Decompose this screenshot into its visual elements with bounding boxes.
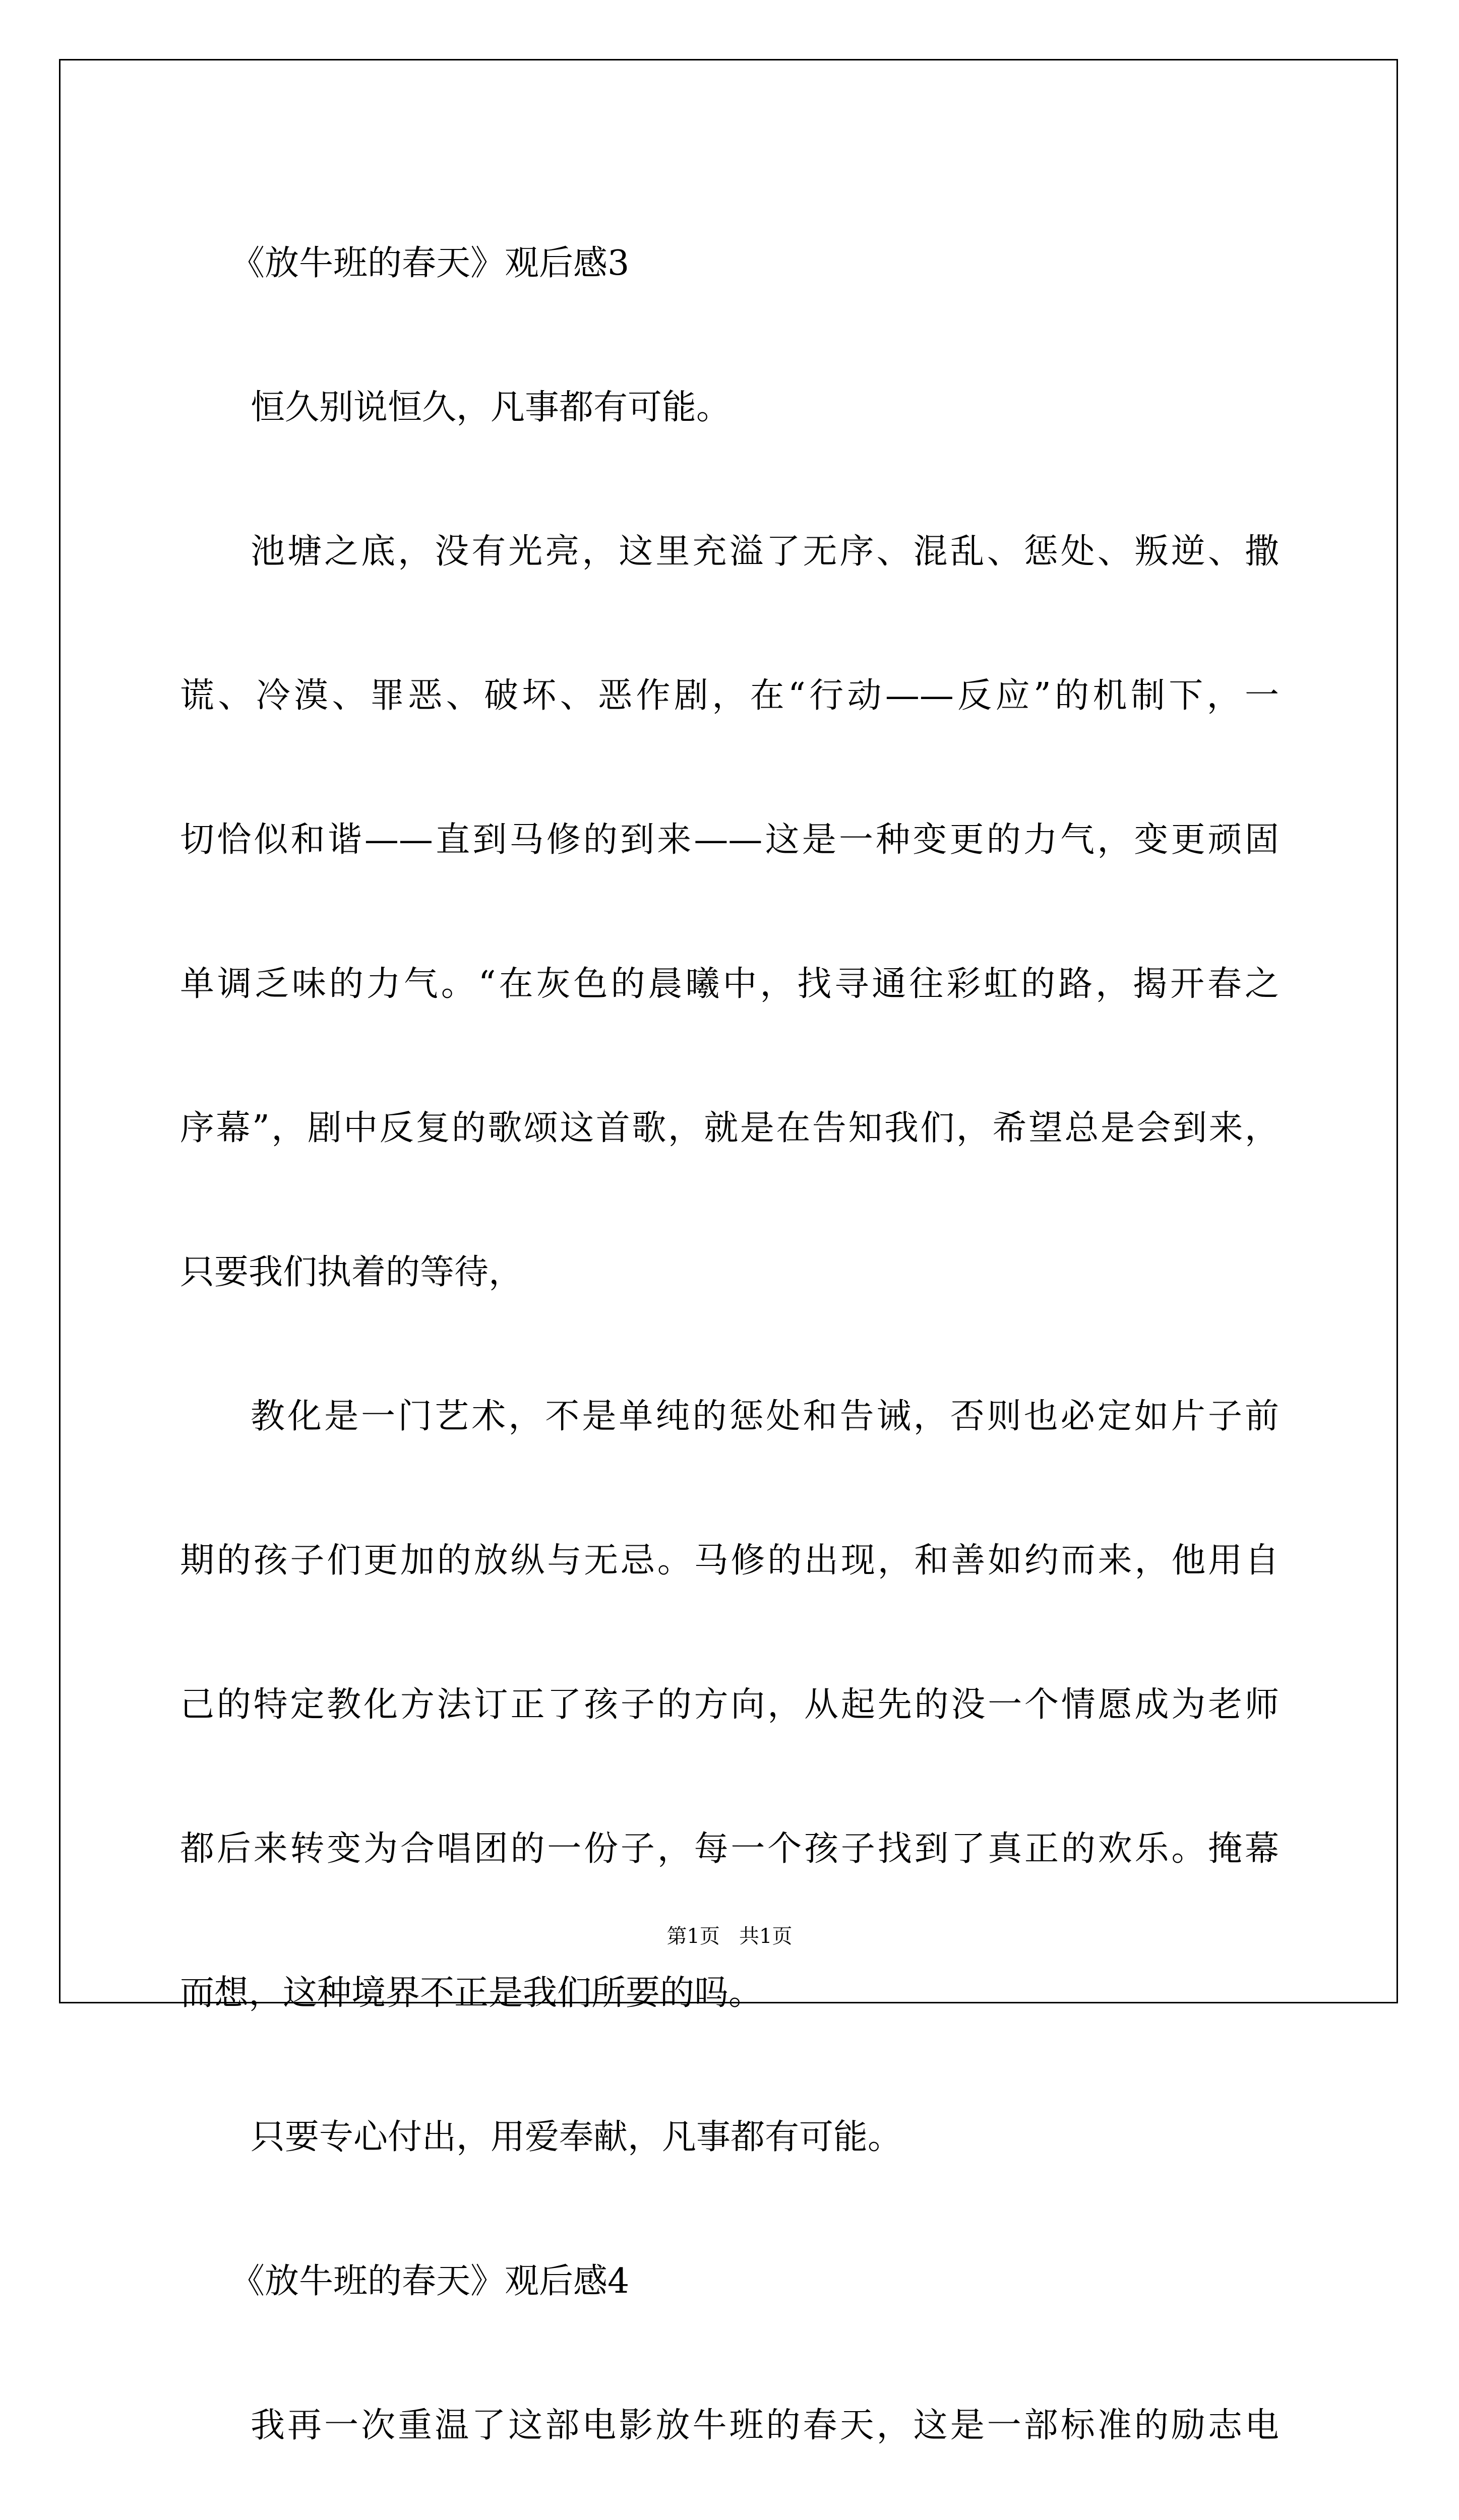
text-line: 己的特定教化方法订正了孩子的方向，从起先的没一个情愿成为老师 [180, 1685, 1279, 1725]
text-line: 恒久别说恒久，凡事都有可能。 [251, 388, 731, 427]
document-body [180, 192, 1279, 2520]
paragraph-1 [180, 336, 1279, 480]
text-line: 我再一次重温了这部电影放牛班的春天，这是一部标准的励志电 [251, 2406, 1279, 2445]
page-footer: 第1页 共1页 [666, 1925, 793, 1948]
text-line: 期的孩子们更加的放纵与无忌。马修的出现，和善如约而来，他用自 [180, 1541, 1279, 1581]
text-line: 切恰似和谐——直到马修的到来——这是一种变更的力气，变更顽固 [180, 820, 1279, 860]
text-line: 谎、冷漠、罪恶、破坏、恶作剧，在“行动——反应”的机制下，一 [180, 676, 1279, 716]
text-line [180, 2498, 1279, 2520]
paragraph-5 [180, 2354, 1279, 2520]
text-line: 只要专心付出，用爱奉献，凡事都有可能。 [251, 2117, 902, 2157]
text-line: 而想，这种境界不正是我们所要的吗。 [180, 1973, 763, 2013]
paragraph-2 [180, 480, 1279, 1345]
paragraph-4 [180, 2065, 1279, 2210]
text-line: 池塘之底，没有光亮，这里充溢了无序、混乱、惩处、叛逆、撒 [251, 532, 1279, 572]
text-line: 教化是一门艺术，不是单纯的惩处和告诫，否则也必定如片子前 [251, 1397, 1279, 1436]
paragraph-3 [180, 1345, 1279, 2065]
text-line: 只要我们执着的等待， [180, 1252, 523, 1292]
text-line: 单调乏味的力气。“在灰色的晨曦中，找寻通往彩虹的路，揭开春之 [180, 964, 1279, 1004]
section-heading-3: 《放牛班的春天》观后感3 [230, 243, 630, 283]
section-heading-4: 《放牛班的春天》观后感4 [230, 2261, 630, 2301]
text-line: 都后来转变为合唱团的一份子，每一个孩子找到了真正的欢乐。掩幕 [180, 1829, 1279, 1869]
text-line: 序幕”，剧中反复的歌颂这首歌，就是在告知我们，希望总是会到来， [180, 1108, 1279, 1148]
